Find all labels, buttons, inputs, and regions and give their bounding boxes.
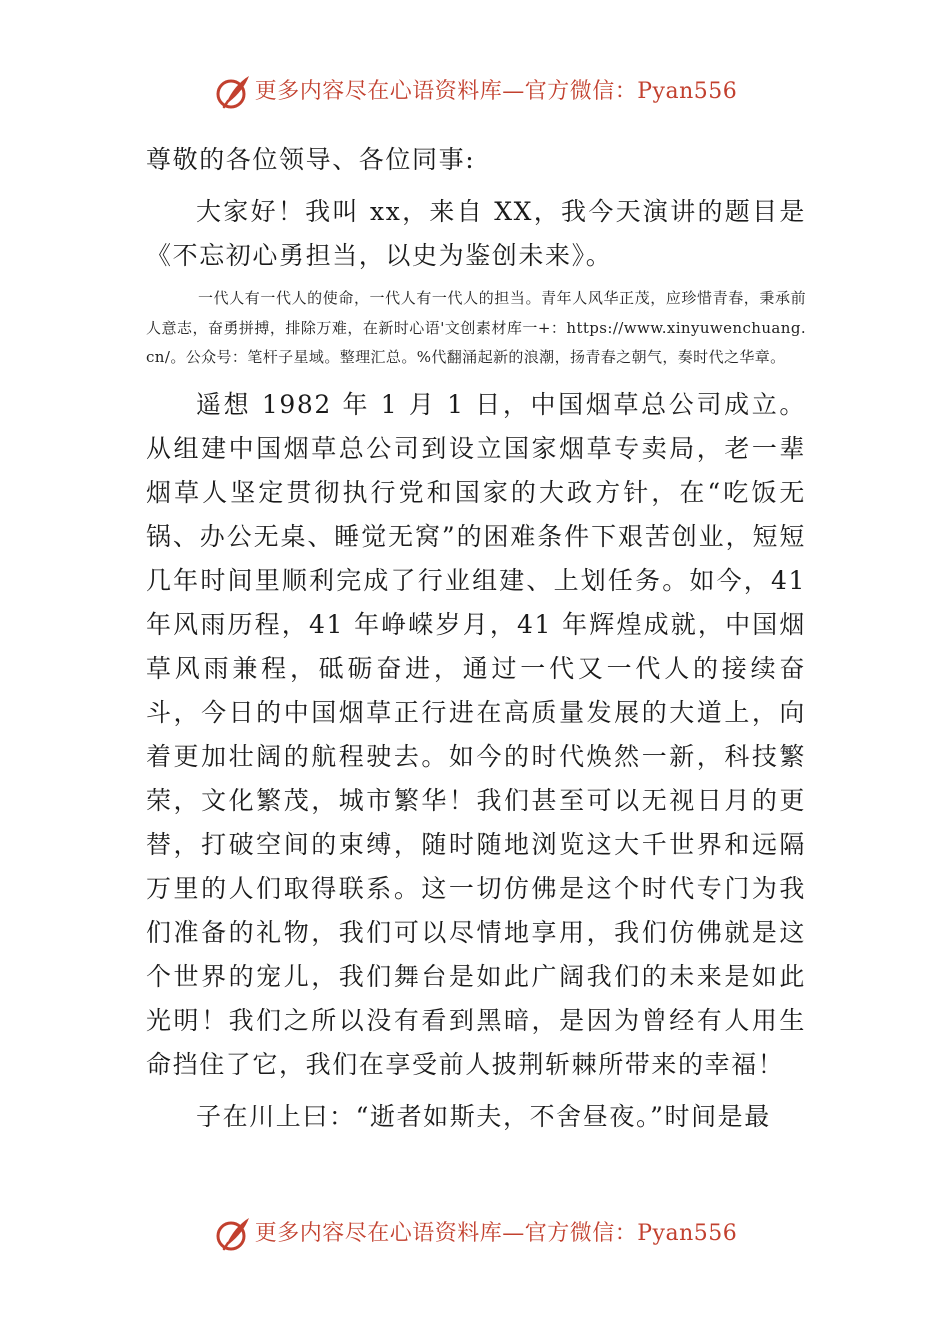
banner-main-text: 更多内容尽在心语资料库 — [254, 1221, 503, 1246]
body-paragraph-2: 子在川上曰：“逝者如斯夫，不舍昼夜。”时间是最 — [196, 1101, 771, 1131]
document-body — [146, 138, 806, 1139]
quill-pen-logo-icon — [213, 72, 253, 112]
banner-separator: — — [502, 79, 525, 104]
intro-paragraph: 大家好！我叫 xx，来自 XX，我今天演讲的题目是《不忘初心勇担当，以史为鉴创未来》。 — [146, 197, 806, 270]
quill-pen-logo-icon — [213, 1214, 253, 1254]
banner-contact-text: 官方微信：Pyan556 — [524, 1221, 738, 1246]
banner-main-text: 更多内容尽在心语资料库 — [254, 79, 503, 104]
body-paragraph-1: 遥想 1982 年 1 月 1 日，中国烟草总公司成立。从组建中国烟草总公司到设立国家烟草专卖局，老一辈烟草人坚定贯彻执行党和国家的大政方针，在“吃饭无锅、办公无桌、睡觉无窝”的困难条件下艰苦创业，短短几年时间里顺利完成了行业组建、上划任务。如今，41 年风雨历程，41 年峥嵘岁月，41 年辉煌成就，中国烟草风雨兼程，砥砺奋进，通过一代又一代人的接续奋斗，今日的中国烟草正行进在高质量发展的大道上，向着更加壮阔的航程驶去。如今的时代焕然一新，科技繁荣，文化繁茂，城市繁华！我们甚至可以无视日月的更替，打破空间的束缚，随时随地浏览这大千世界和远隔万里的人们取得联系。这一切仿佛是这个时代专门为我们准备的礼物，我们可以尽情地享用，我们仿佛就是这个世界的宠儿，我们舞台是如此广阔我们的未来是如此光明！我们之所以没有看到黑暗，是因为曾经有人用生命挡住了它，我们在享受前人披荆斩棘所带来的幸福！ — [146, 389, 806, 1079]
header-banner — [0, 68, 950, 116]
banner-separator: — — [502, 1221, 525, 1246]
greeting: 尊敬的各位领导、各位同事: — [146, 145, 476, 174]
footer-banner — [0, 1210, 950, 1258]
inserted-notice: 一代人有一代人的使命，一代人有一代人的担当。青年人风华正茂，应珍惜青春，秉承前人意志，奋勇拼搏，排除万难，在新时心语'文创素材库一+：https://www.xinyuwenchuang.cn/。公众号：笔杆子星域。整理汇总。%代翻涌起新的浪潮，扬青春之朝气，奏时代之华章。 — [146, 289, 806, 366]
banner-contact-text: 官方微信：Pyan556 — [524, 79, 738, 104]
